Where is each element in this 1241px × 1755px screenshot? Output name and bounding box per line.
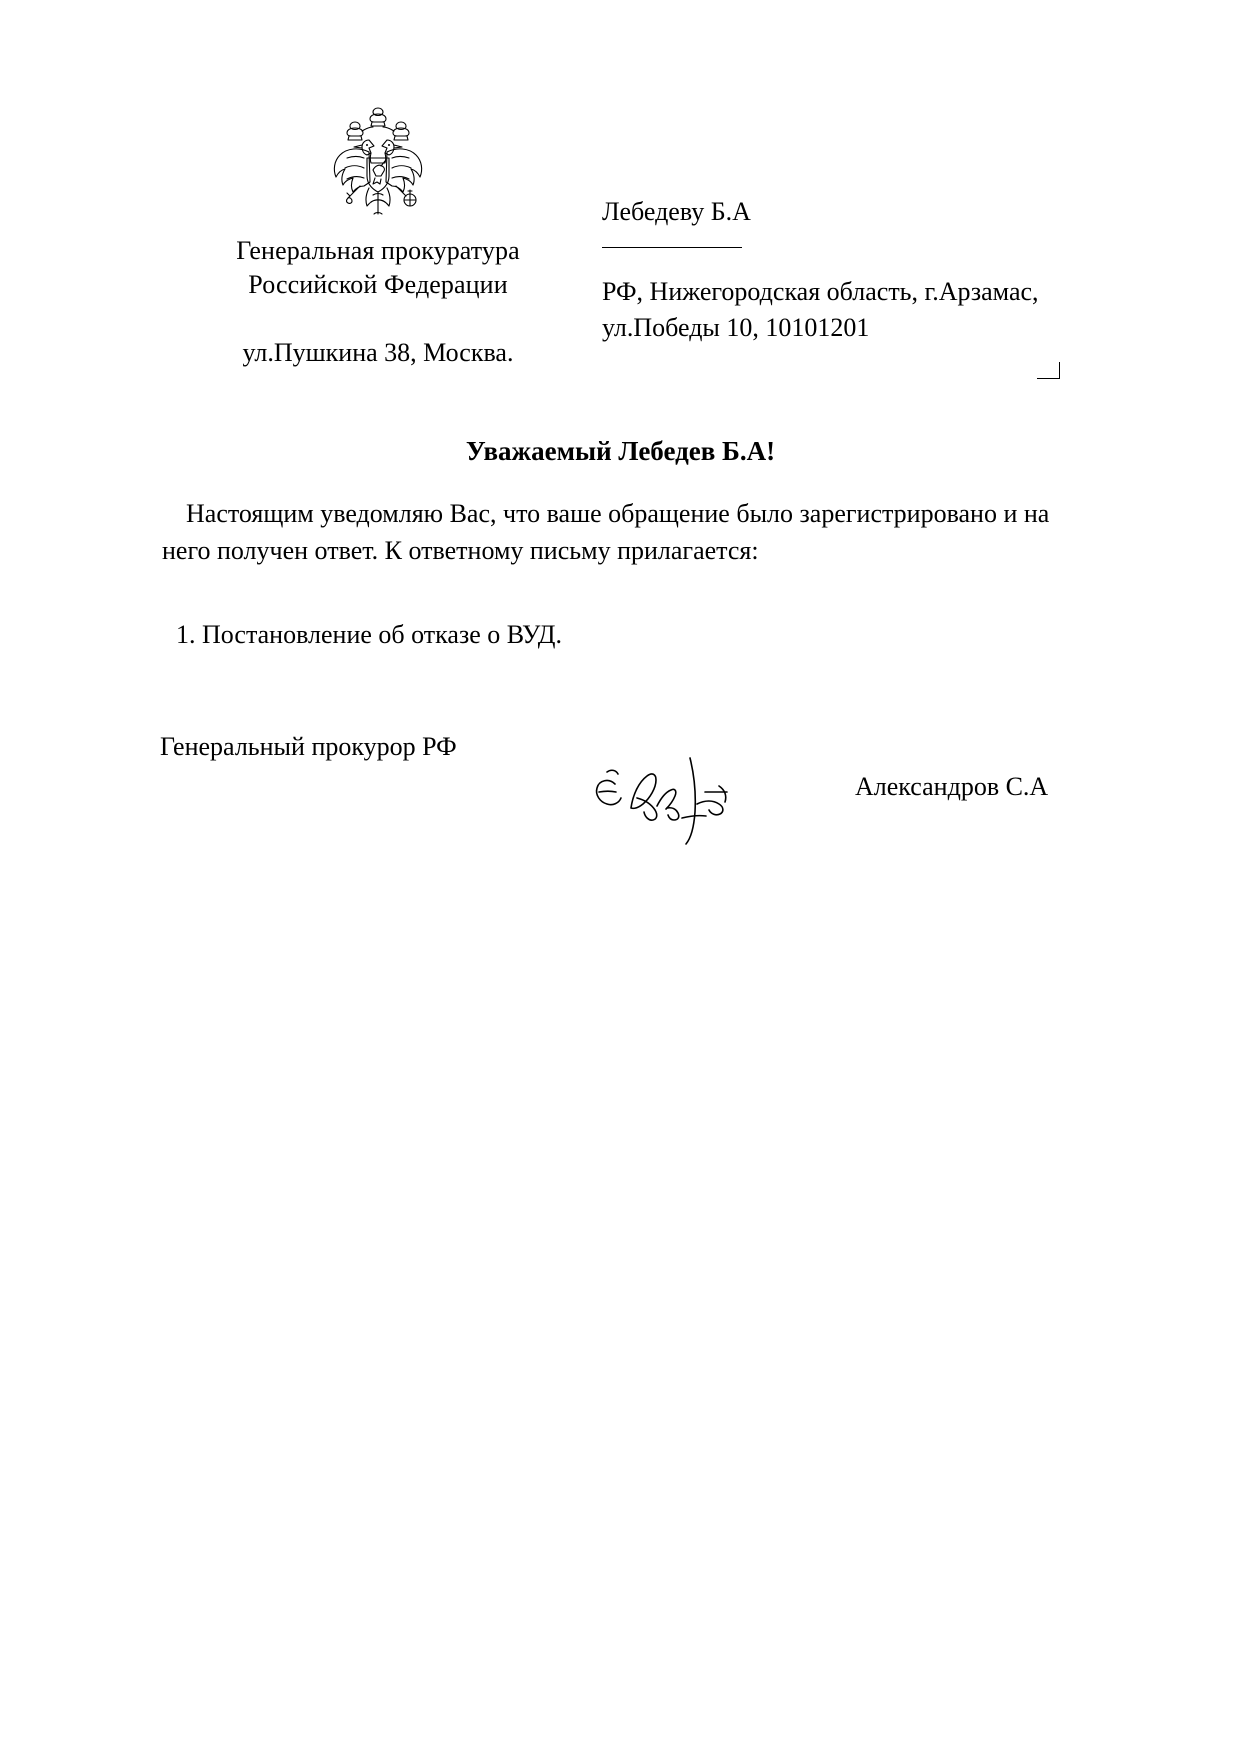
signatory-title: Генеральный прокурор РФ <box>160 732 457 761</box>
signatory-name: Александров С.А <box>855 772 1049 801</box>
organization-name-line-1: Генеральная прокуратура <box>236 236 520 265</box>
corner-registration-mark <box>1037 362 1060 379</box>
body-paragraph: Настоящим уведомляю Вас, что ваше обращение было зарегистрировано и на него получен ответ. К ответному письму прилагается: <box>162 499 1050 565</box>
recipient-divider <box>602 247 742 248</box>
recipient-address-line-1: РФ, Нижегородская область, г.Арзамас, <box>602 277 1039 306</box>
russian-coat-of-arms-icon <box>303 100 453 228</box>
organization-address: ул.Пушкина 38, Москва. <box>242 338 514 367</box>
organization-name-line-2: Российской Федерации <box>248 270 508 299</box>
salutation: Уважаемый Лебедев Б.А! <box>465 436 776 466</box>
recipient-name: Лебедеву Б.А <box>602 197 751 226</box>
signature-block <box>0 732 1241 862</box>
attachment-item-1: 1. Постановление об отказе о ВУД. <box>176 620 563 649</box>
letterhead <box>168 100 588 370</box>
handwritten-signature-icon <box>585 746 775 856</box>
recipient-block <box>602 195 1122 346</box>
letter-body <box>162 495 1082 653</box>
recipient-address-line-2: ул.Победы 10, 10101201 <box>602 313 870 342</box>
